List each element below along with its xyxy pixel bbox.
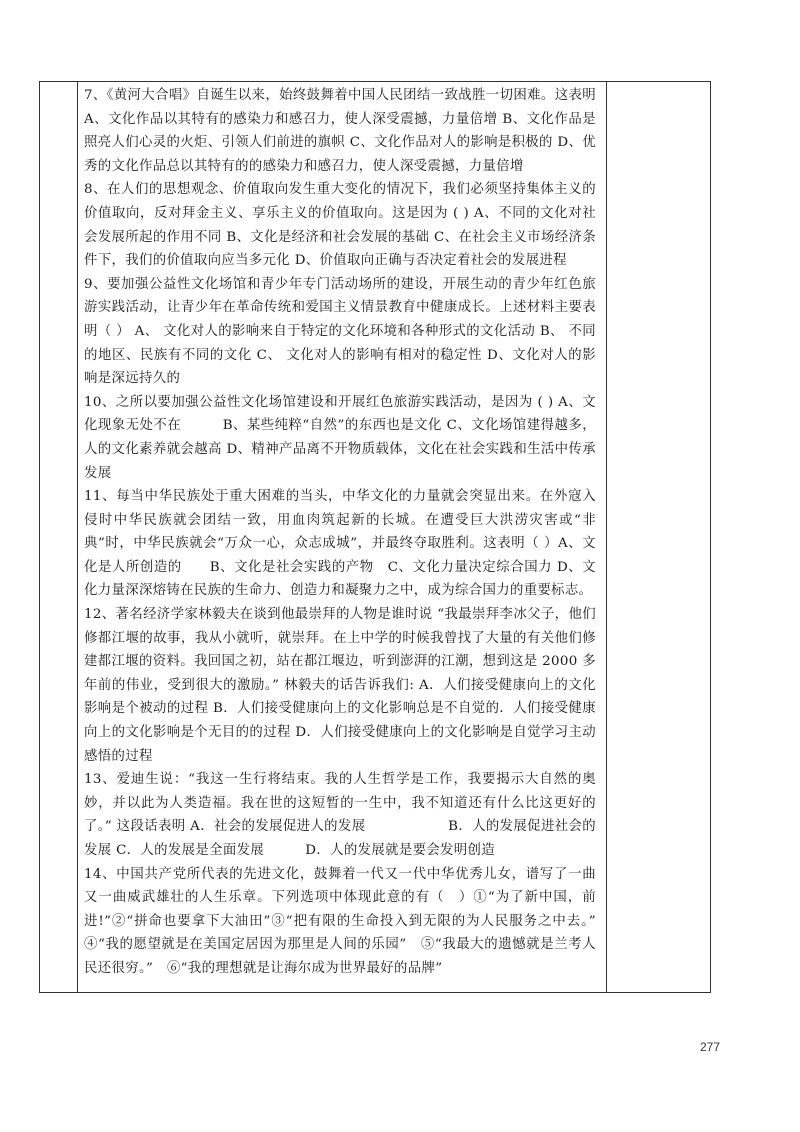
question-14: 14、中国共产党所代表的先进文化，鼓舞着一代又一代中华优秀儿女，谱写了一曲又一曲威武雄壮的人生乐章。下列选项中体现此意的有（ ）①“为了新中国，前进!”②“拼命也要拿下大油田”③“把有限的生命投入到无限的为人民服务之中去。” ④“我的愿望就是在美国定居因为那里是人间的乐园” ⑤“我最大的遗憾就是兰考人民还很穷。” ⑥“我的理想就是让海尔成为世界最好的品牌” (84, 866, 596, 976)
right-column-divider (606, 82, 607, 992)
question-9: 9、要加强公益性文化场馆和青少年专门活动场所的建设，开展生动的青少年红色旅游实践活动，让青少年在革命传统和爱国主义情景教育中健康成长。上述材料主要表明（ ） A、 文化对人的影响来自于特定的文化环境和各种形式的文化活动 B、 不同的地区、民族有不同的文化 C、 文化对人的影响有相对的稳定性 D、文化对人的影响是深远持久的 (84, 276, 596, 387)
question-8: 8、在人们的思想观念、价值取向发生重大变化的情况下，我们必须坚持集体主义的价值取向，反对拜金主义、享乐主义的价值取向。这是因为 ( ) A、不同的文化对社会发展所起的作用不同 B、文化是经济和社会发展的基础 C、在社会主义市场经济条件下，我们的价值取向应当多元化 D、价值取向正确与否决定着社会的发展进程 (84, 182, 596, 269)
question-12: 12、著名经济学家林毅夫在谈到他最崇拜的人物是谁时说 “我最崇拜李冰父子，他们修都江堰的故事，我从小就听，就崇拜。在上中学的时候我曾找了大量的有关他们修建都江堰的资料。我回国之初，站在都江堰边，听到澎湃的江潮，想到这是 2000 多年前的伟业，受到很大的激励。” 林毅夫的话告诉我们: A．人们接受健康向上的文化影响是个被动的过程 B．人们接受健康向上的文化影响总是不自觉的．人们接受健康向上的文化影响是个无目的的过程 D．人们接受健康向上的文化影响是自觉学习主动感悟的过程 (84, 607, 596, 764)
question-10: 10、之所以要加强公益性文化场馆建设和开展红色旅游实践活动，是因为 ( ) A、文化现象无处不在 B、某些纯粹“自然”的东西也是文化 C、文化场馆建得越多，人的文化素养就会越高 D、精神产品离不开物质载体，文化在社会实践和生活中传承发展 (84, 394, 596, 481)
question-table (39, 81, 711, 993)
question-11: 11、每当中华民族处于重大困难的当头，中华文化的力量就会突显出来。在外寇入侵时中华民族就会团结一致，用血肉筑起新的长城。在遭受巨大洪涝灾害或“非典”时，中华民族就会“万众一心，众志成城”，并最终夺取胜利。这表明（ ）A、文化是人所创造的 B、文化是社会实践的产物 C、文化力量决定综合国力 D、文化力量深深熔铸在民族的生命力、创造力和凝聚力之中，成为综合国力的重要标志。 (84, 489, 596, 599)
question-13: 13、爱迪生说：“我这一生行将结束。我的人生哲学是工作，我要揭示大自然的奥妙，并以此为人类造福。我在世的这短暂的一生中，我不知道还有什么比这更好的了。” 这段话表明 A．社会的发展促进人的发展 B．人的发展促进社会的发展 C．人的发展是全面发展 D．人的发展就是要会发明创造 (84, 772, 596, 858)
questions-cell (84, 84, 596, 981)
left-column-divider (77, 82, 78, 992)
page-number: 277 (700, 1040, 721, 1054)
question-7: 7、《黄河大合唱》自诞生以来，始终鼓舞着中国人民团结一致战胜一切困难。这表明 A、文化作品以其特有的感染力和感召力，使人深受震撼，力量倍增 B、文化作品是照亮人们心灵的火炬、引领人们前进的旗帜 C、文化作品对人的影响是积极的 D、优秀的文化作品总以其特有的的感染力和感召力，使人深受震撼，力量倍增 (84, 88, 596, 174)
